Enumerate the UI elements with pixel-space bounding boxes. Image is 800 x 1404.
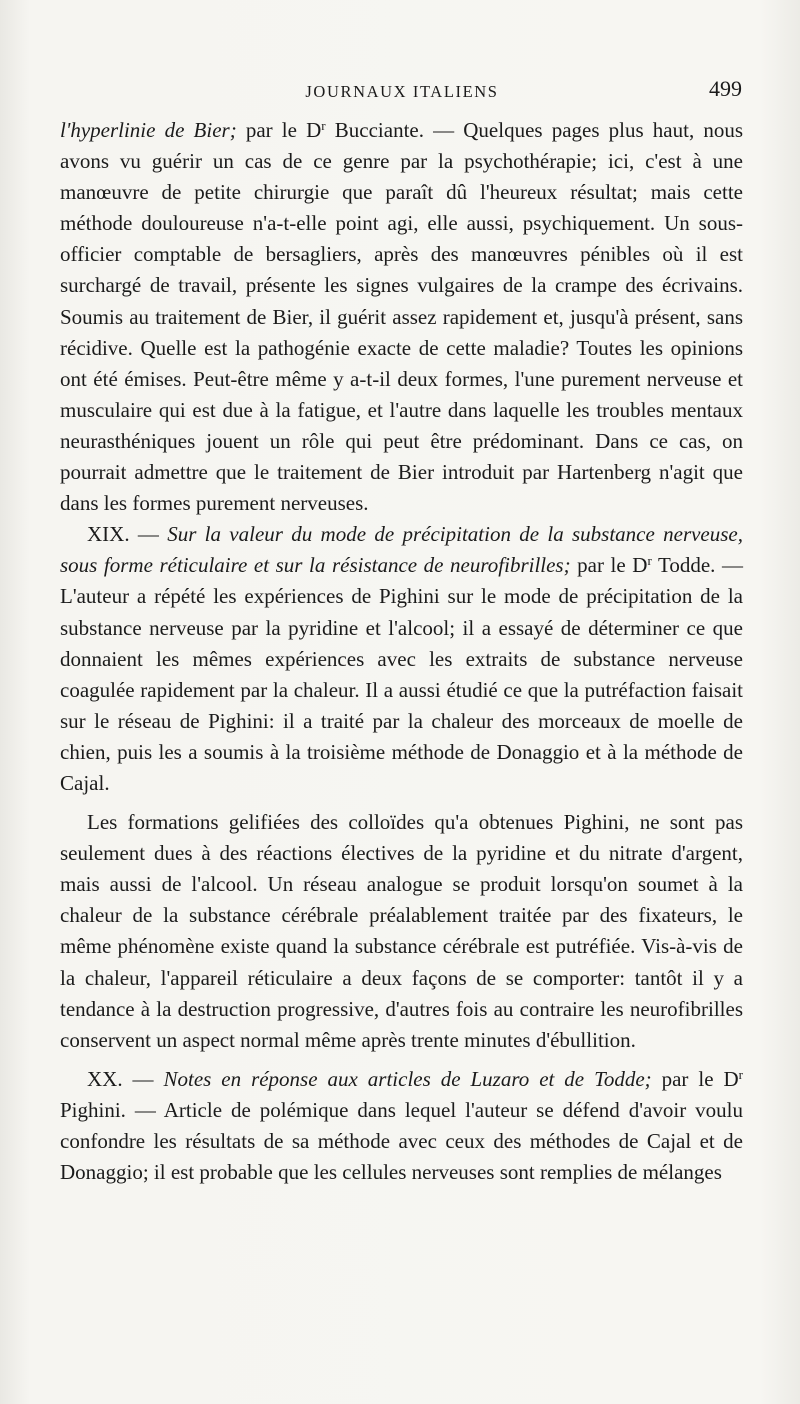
article-body <box>60 115 743 1188</box>
text-segment: par le D <box>570 553 648 578</box>
text-segment: XIX. — <box>87 522 168 547</box>
paragraph-formations <box>60 807 743 1056</box>
page-number: 499 <box>709 76 742 101</box>
text-segment: Les formations gelifiées des colloïdes qu'a obtenues Pighini, ne sont pas seulement dues à des réactions électives de la pyridine et du nitrate d'argent, mais aussi de l'alcool. Un réseau analogue se produit lorsqu'on soumet à la chaleur de la substance cérébrale préalablement traitée par des fixateurs, le même phénomène existe quand la substance cérébrale est putréfiée. Vis-à-vis de la chaleur, l'appareil réticulaire a deux façons de se comporter: tantôt il y a tendance à la destruction progressive, d'autres fois au contraire les neurofibrilles conservent un aspect normal même après trente minutes d'ébullition. <box>60 810 743 1052</box>
paragraph-gap <box>60 1056 743 1064</box>
superscript-segment: r <box>321 118 326 133</box>
italic-title-segment: Notes en réponse aux articles de Luzaro et de Todde; <box>163 1066 652 1091</box>
running-title: JOURNAUX ITALIENS <box>305 82 499 101</box>
running-head <box>62 76 742 106</box>
superscript-segment: r <box>647 553 652 569</box>
italic-title-segment: Sur la valeur du mode de précipitation de la substance nerveuse, sous forme réticulaire et sur la résistance de neurofibrilles; <box>60 522 743 578</box>
text-segment: Bucciante. — Quelques pages plus haut, nous avons vu guérir un cas de ce genre par la psychothérapie; ici, c'est à une manœuvre de petite chirurgie que paraît dû l'heureux résultat; mais cette méthode douloureuse n'a-t-elle point agi, elle aussi, psychiquement. Un sous-officier comptable de bersagliers, après des manœuvres pénibles où il est surchargé de travail, présente les signes vulgaires de la crampe des écrivains. Soumis au traitement de Bier, il guérit assez rapidement et, jusqu'à présent, sans récidive. Quelle est la pathogénie exacte de cette maladie? Toutes les opinions ont été émises. Peut-être même y a-t-il deux formes, l'une purement nerveuse et musculaire qui est due à la fatigue, et l'autre dans laquelle les troubles mentaux neurasthéniques jouent un rôle qui peut être prédominant. Dans ce cas, on pourrait admettre que le traitement de Bier introduit par Hartenberg n'agit que dans les formes purement nerveuses. <box>60 118 744 516</box>
paragraph-gap <box>60 799 743 807</box>
italic-title-segment: l'hyperlinie de Bier; <box>60 118 237 142</box>
text-segment: Todde. — L'auteur a répété les expériences de Pighini sur le mode de précipitation de la substance nerveuse par la pyridine et l'alcool; il a essayé de déterminer ce que donnaient les mêmes expériences avec les extraits de substance nerveuse coagulée rapidement par la chaleur. Il a aussi étudié ce que la putréfaction faisait sur le réseau de Pighini: il a traité par la chaleur des morceaux de moelle de chien, puis les a soumis à la troisième méthode de Donaggio et à la méthode de Cajal. <box>60 553 743 795</box>
paragraph-xix <box>60 519 743 799</box>
superscript-segment: r <box>738 1066 743 1082</box>
paragraph-hyperlinie <box>60 115 743 519</box>
text-segment: par le D <box>236 118 322 142</box>
text-segment: Pighini. — Article de polémique dans lequel l'auteur se défend d'avoir voulu confondre les résultats de sa méthode avec ceux des méthodes de Cajal et de Donaggio; il est probable que les cellules nerveuses sont remplies de mélanges <box>60 1097 743 1185</box>
paragraph-xx <box>60 1064 743 1188</box>
text-segment: XX. — <box>87 1066 164 1091</box>
text-segment: par le D <box>651 1066 739 1091</box>
